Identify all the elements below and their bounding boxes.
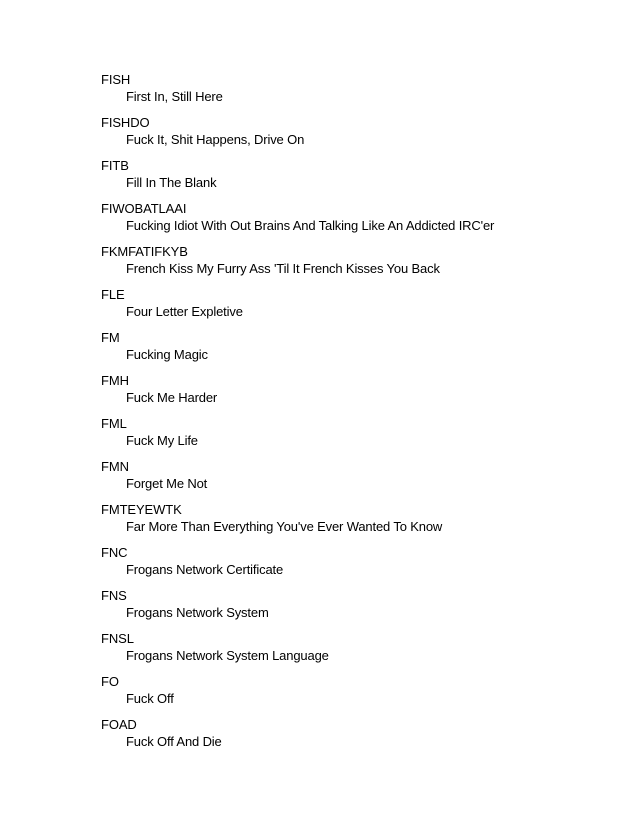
entry-term: FISHDO — [101, 115, 150, 130]
entry-definition: Frogans Network Certificate — [126, 562, 284, 577]
entry-term: FMN — [101, 459, 129, 474]
glossary-entry — [101, 630, 601, 673]
entry-definition: Fucking Idiot With Out Brains And Talking Like An Addicted IRC'er — [126, 218, 495, 233]
entry-definition: Fuck It, Shit Happens, Drive On — [126, 132, 305, 147]
entry-definition: Frogans Network System — [126, 605, 269, 620]
glossary-entry — [101, 458, 601, 501]
glossary-entry — [101, 71, 601, 114]
glossary-entry — [101, 587, 601, 630]
glossary-entry — [101, 372, 601, 415]
glossary-entry — [101, 157, 601, 200]
entry-definition: Fuck My Life — [126, 433, 198, 448]
entry-definition: Forget Me Not — [126, 476, 208, 491]
entry-definition: Four Letter Expletive — [126, 304, 243, 319]
entry-term: FIWOBATLAAI — [101, 201, 187, 216]
entry-term: FMTEYEWTK — [101, 502, 182, 517]
glossary-entry — [101, 544, 601, 587]
glossary-entry — [101, 673, 601, 716]
entry-term: FM — [101, 330, 120, 345]
glossary-entry — [101, 415, 601, 458]
glossary-entry — [101, 501, 601, 544]
entry-term: FO — [101, 674, 119, 689]
glossary-entry — [101, 329, 601, 372]
entry-definition: French Kiss My Furry Ass 'Til It French Kisses You Back — [126, 261, 440, 276]
entry-definition: Fuck Off — [126, 691, 174, 706]
entry-definition: First In, Still Here — [126, 89, 223, 104]
entry-term: FNS — [101, 588, 127, 603]
entry-term: FISH — [101, 72, 131, 87]
entry-definition: Fuck Off And Die — [126, 734, 222, 749]
entry-definition: Far More Than Everything You've Ever Wanted To Know — [126, 519, 443, 534]
entry-definition: Frogans Network System Language — [126, 648, 329, 663]
glossary-entry — [101, 114, 601, 157]
entry-term: FLE — [101, 287, 125, 302]
entry-term: FNC — [101, 545, 128, 560]
entry-term: FML — [101, 416, 127, 431]
entry-definition: Fucking Magic — [126, 347, 208, 362]
glossary-entry — [101, 716, 601, 759]
entry-definition: Fill In The Blank — [126, 175, 217, 190]
entry-term: FOAD — [101, 717, 137, 732]
entry-term: FITB — [101, 158, 129, 173]
glossary-entry — [101, 286, 601, 329]
entry-term: FMH — [101, 373, 129, 388]
glossary-entry — [101, 243, 601, 286]
entry-term: FNSL — [101, 631, 134, 646]
glossary-list — [101, 71, 601, 759]
entry-definition: Fuck Me Harder — [126, 390, 218, 405]
entry-term: FKMFATIFKYB — [101, 244, 188, 259]
glossary-entry — [101, 200, 601, 243]
